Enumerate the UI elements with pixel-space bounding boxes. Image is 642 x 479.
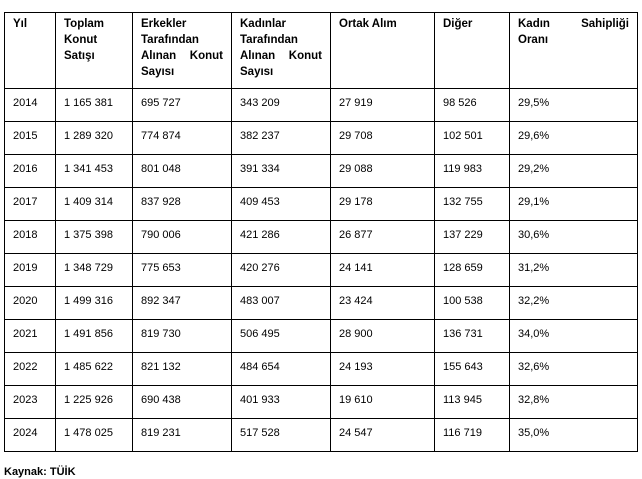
cell-other: 136 731	[435, 320, 510, 353]
cell-women: 483 007	[232, 287, 331, 320]
table-row	[5, 287, 638, 320]
cell-men: 821 132	[133, 353, 232, 386]
cell-year: 2020	[5, 287, 56, 320]
cell-total: 1 375 398	[56, 221, 133, 254]
cell-joint: 23 424	[331, 287, 435, 320]
header-ratio-line2: Oranı	[518, 34, 549, 46]
cell-other: 98 526	[435, 89, 510, 122]
cell-joint: 29 088	[331, 155, 435, 188]
table-row	[5, 188, 638, 221]
cell-women: 484 654	[232, 353, 331, 386]
cell-ratio: 29,1%	[510, 188, 638, 221]
header-men-line3b: Konut	[189, 50, 223, 62]
cell-other: 119 983	[435, 155, 510, 188]
cell-year: 2019	[5, 254, 56, 287]
cell-other: 113 945	[435, 386, 510, 419]
cell-year: 2023	[5, 386, 56, 419]
header-women-line4: Sayısı	[240, 66, 274, 78]
cell-total: 1 485 622	[56, 353, 133, 386]
cell-year: 2022	[5, 353, 56, 386]
cell-other: 137 229	[435, 221, 510, 254]
table-row	[5, 353, 638, 386]
table-row	[5, 89, 638, 122]
cell-men: 819 730	[133, 320, 232, 353]
header-row	[5, 13, 638, 89]
housing-sales-table	[4, 12, 638, 452]
cell-ratio: 30,6%	[510, 221, 638, 254]
cell-ratio: 32,6%	[510, 353, 638, 386]
cell-year: 2021	[5, 320, 56, 353]
cell-men: 801 048	[133, 155, 232, 188]
cell-other: 102 501	[435, 122, 510, 155]
header-year-label: Yıl	[13, 18, 28, 30]
cell-men: 892 347	[133, 287, 232, 320]
header-ratio-line1b: Sahipliği	[581, 18, 629, 30]
cell-joint: 24 193	[331, 353, 435, 386]
header-women-line2: Tarafından	[240, 34, 298, 46]
table-row	[5, 320, 638, 353]
header-women-line1: Kadınlar	[240, 18, 287, 30]
header-women-line3	[240, 48, 322, 64]
header-men-line3a: Alınan	[141, 50, 177, 62]
cell-women: 409 453	[232, 188, 331, 221]
cell-women: 401 933	[232, 386, 331, 419]
header-ratio	[510, 13, 638, 89]
cell-total: 1 289 320	[56, 122, 133, 155]
table-row	[5, 386, 638, 419]
cell-women: 343 209	[232, 89, 331, 122]
table-row	[5, 254, 638, 287]
cell-men: 695 727	[133, 89, 232, 122]
cell-men: 790 006	[133, 221, 232, 254]
cell-ratio: 29,5%	[510, 89, 638, 122]
cell-ratio: 29,6%	[510, 122, 638, 155]
table-row	[5, 122, 638, 155]
table-row	[5, 221, 638, 254]
cell-men: 690 438	[133, 386, 232, 419]
header-total	[56, 13, 133, 89]
cell-year: 2024	[5, 419, 56, 452]
header-joint-label: Ortak Alım	[339, 18, 397, 30]
cell-other: 128 659	[435, 254, 510, 287]
cell-other: 100 538	[435, 287, 510, 320]
header-total-line1: Toplam	[64, 18, 105, 30]
cell-year: 2015	[5, 122, 56, 155]
cell-men: 837 928	[133, 188, 232, 221]
cell-ratio: 34,0%	[510, 320, 638, 353]
header-women	[232, 13, 331, 89]
cell-joint: 24 547	[331, 419, 435, 452]
cell-joint: 19 610	[331, 386, 435, 419]
cell-ratio: 29,2%	[510, 155, 638, 188]
header-total-line2: Konut	[64, 34, 98, 46]
cell-women: 506 495	[232, 320, 331, 353]
header-men-line2: Tarafından	[141, 34, 199, 46]
header-men	[133, 13, 232, 89]
cell-women: 391 334	[232, 155, 331, 188]
header-joint	[331, 13, 435, 89]
table-row	[5, 155, 638, 188]
cell-total: 1 165 381	[56, 89, 133, 122]
cell-other: 132 755	[435, 188, 510, 221]
header-year	[5, 13, 56, 89]
cell-men: 774 874	[133, 122, 232, 155]
cell-joint: 26 877	[331, 221, 435, 254]
cell-total: 1 348 729	[56, 254, 133, 287]
table-row	[5, 419, 638, 452]
cell-total: 1 341 453	[56, 155, 133, 188]
cell-joint: 24 141	[331, 254, 435, 287]
cell-total: 1 409 314	[56, 188, 133, 221]
cell-other: 116 719	[435, 419, 510, 452]
header-women-line3b: Konut	[288, 50, 322, 62]
header-other-label: Diğer	[443, 18, 473, 30]
cell-total: 1 225 926	[56, 386, 133, 419]
cell-total: 1 499 316	[56, 287, 133, 320]
cell-year: 2017	[5, 188, 56, 221]
cell-women: 382 237	[232, 122, 331, 155]
header-ratio-line1a: Kadın	[518, 18, 550, 30]
cell-total: 1 478 025	[56, 419, 133, 452]
cell-ratio: 32,2%	[510, 287, 638, 320]
cell-joint: 29 178	[331, 188, 435, 221]
cell-men: 775 653	[133, 254, 232, 287]
header-total-line3: Satışı	[64, 50, 95, 62]
cell-men: 819 231	[133, 419, 232, 452]
header-men-line3	[141, 48, 223, 64]
cell-year: 2018	[5, 221, 56, 254]
cell-ratio: 35,0%	[510, 419, 638, 452]
cell-women: 420 276	[232, 254, 331, 287]
header-men-line4: Sayısı	[141, 66, 175, 78]
cell-other: 155 643	[435, 353, 510, 386]
header-other	[435, 13, 510, 89]
header-women-line3a: Alınan	[240, 50, 276, 62]
cell-joint: 29 708	[331, 122, 435, 155]
cell-joint: 28 900	[331, 320, 435, 353]
table-body	[5, 89, 638, 452]
header-men-line1: Erkekler	[141, 18, 187, 30]
cell-ratio: 31,2%	[510, 254, 638, 287]
cell-joint: 27 919	[331, 89, 435, 122]
source-note: Kaynak: TÜİK	[4, 466, 76, 478]
cell-total: 1 491 856	[56, 320, 133, 353]
header-ratio-line1	[518, 16, 629, 32]
cell-women: 421 286	[232, 221, 331, 254]
cell-women: 517 528	[232, 419, 331, 452]
cell-ratio: 32,8%	[510, 386, 638, 419]
cell-year: 2014	[5, 89, 56, 122]
cell-year: 2016	[5, 155, 56, 188]
